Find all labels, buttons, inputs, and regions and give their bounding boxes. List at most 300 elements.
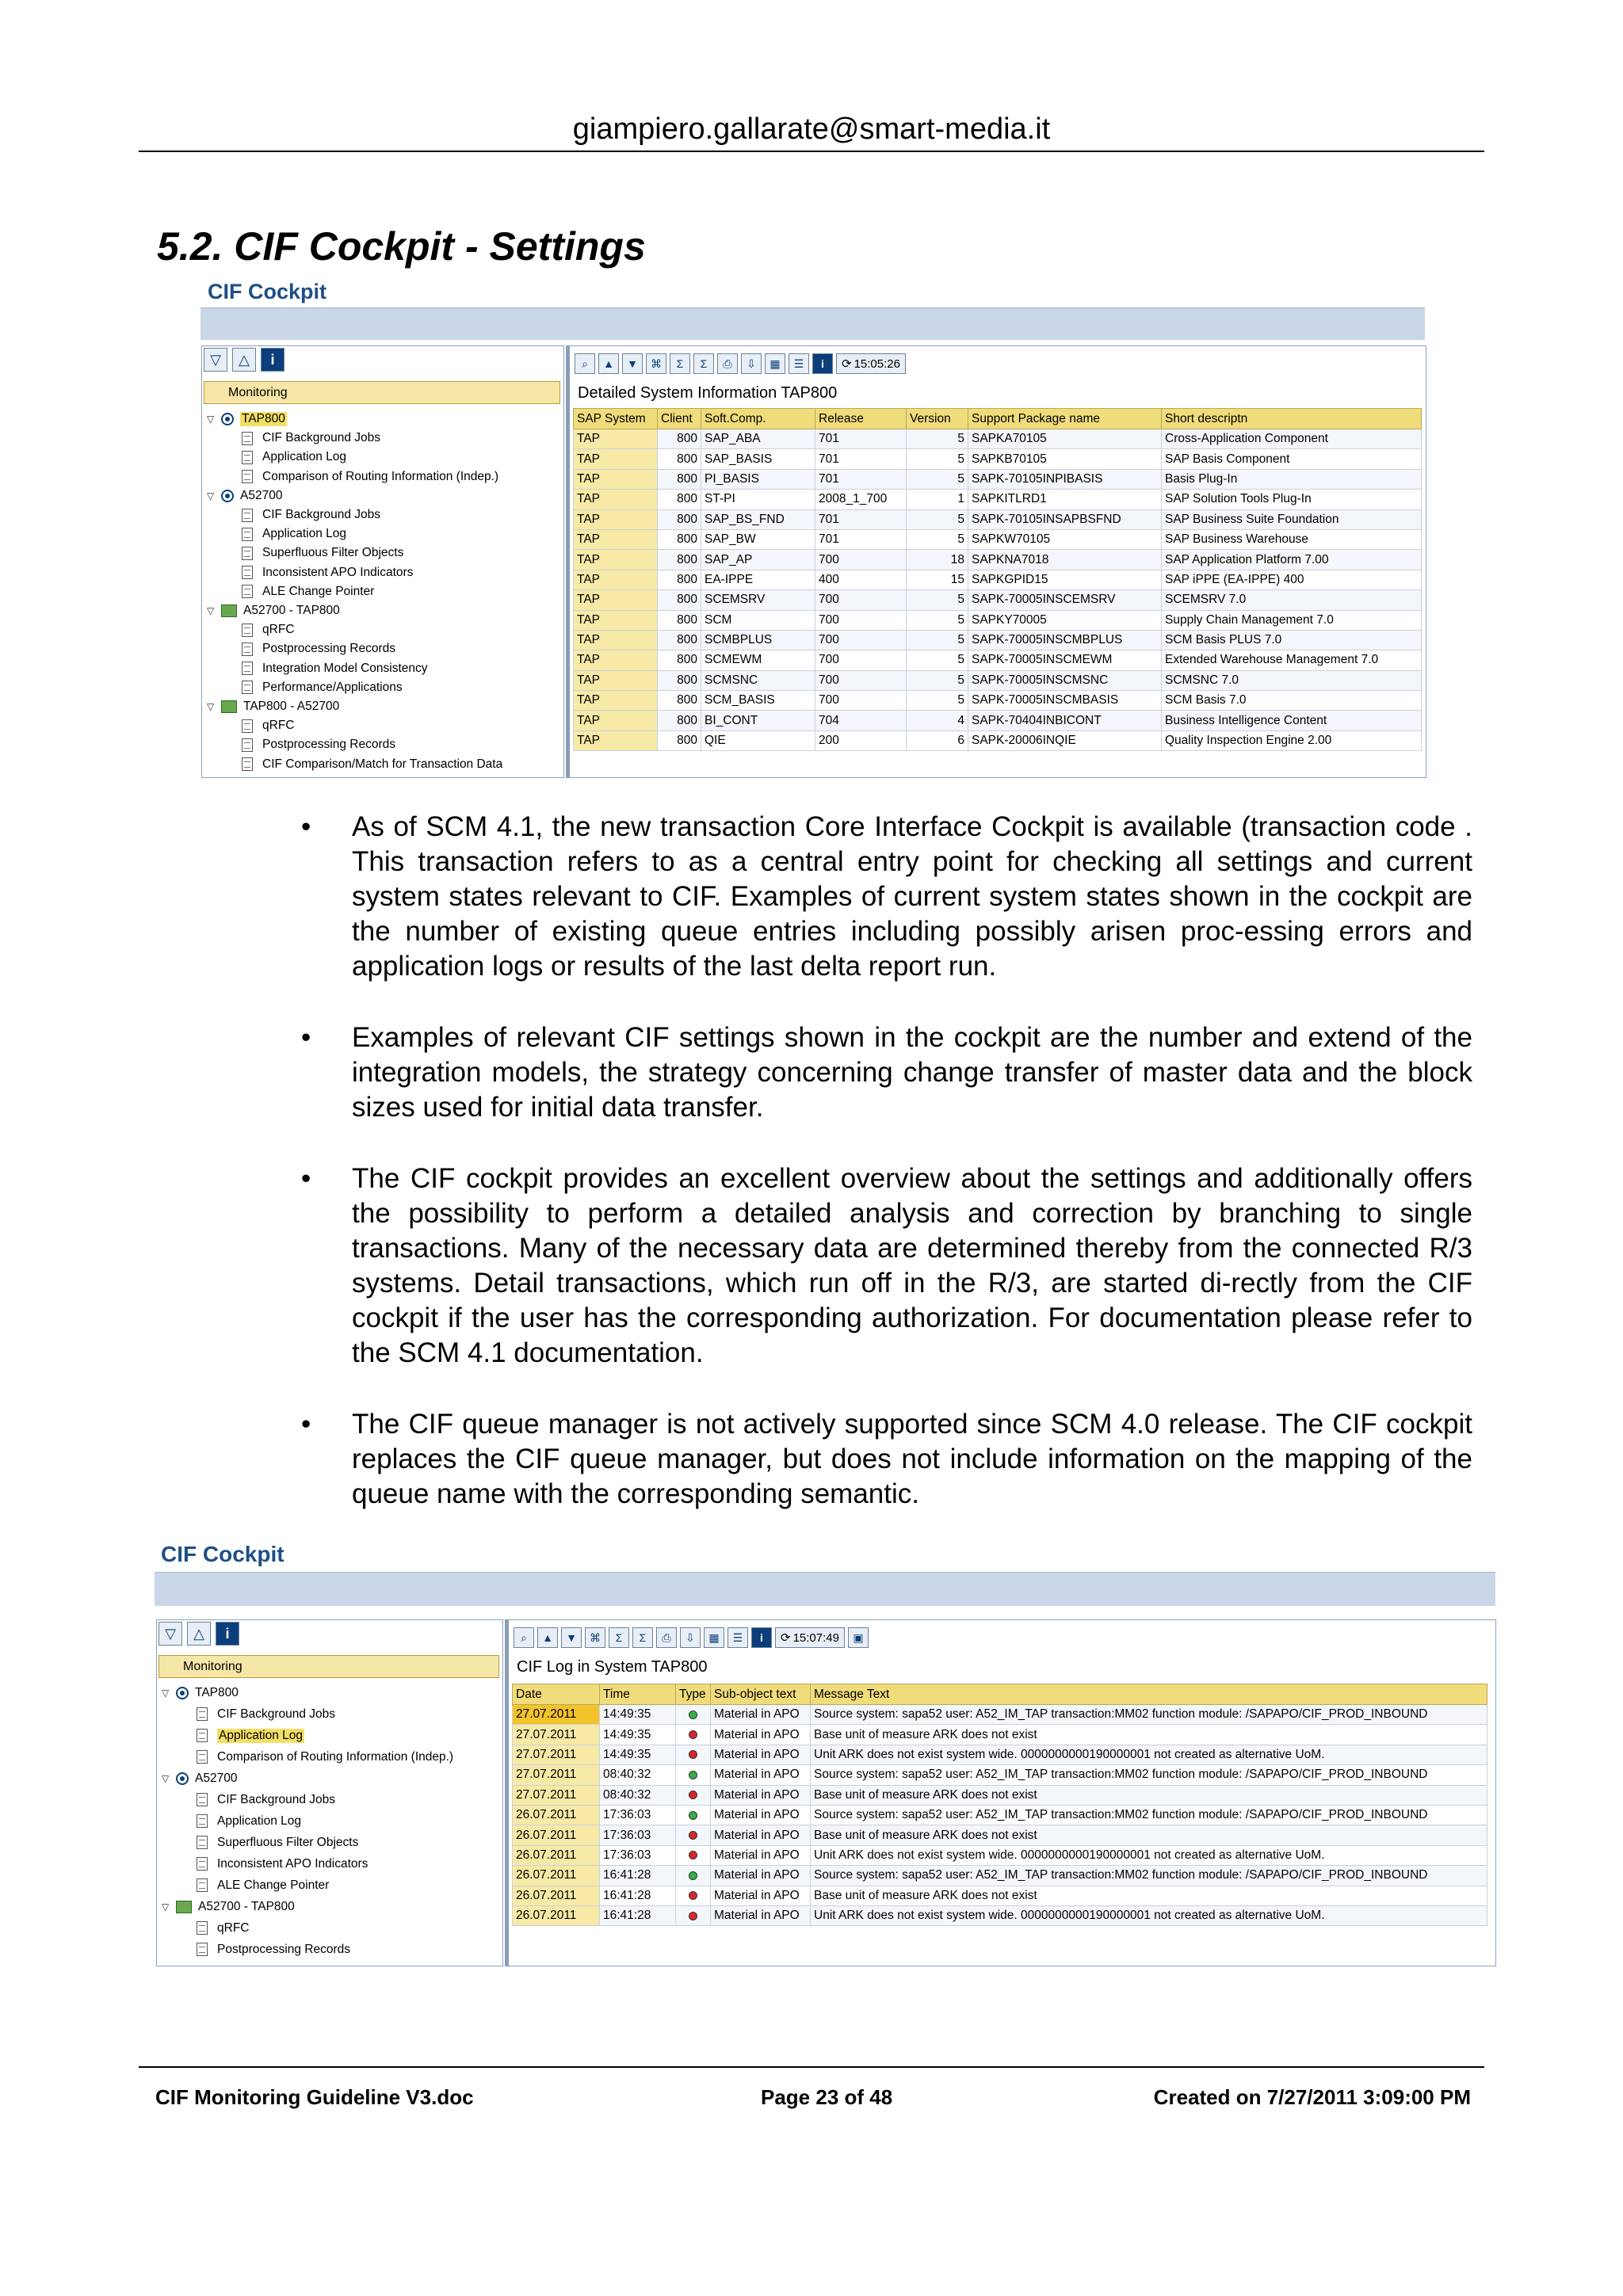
table-cell: QIE <box>701 730 815 750</box>
column-header[interactable]: Date <box>513 1684 600 1705</box>
table-cell: SAPKY70005 <box>968 610 1162 630</box>
table-cell: Material in APO <box>711 1845 811 1865</box>
red-status-light-icon <box>689 1912 697 1920</box>
table-cell: Quality Inspection Engine 2.00 <box>1162 730 1422 750</box>
table-cell: Base unit of measure ARK does not exist <box>811 1725 1487 1745</box>
table-row[interactable] <box>513 1825 1487 1845</box>
table-cell: Material in APO <box>711 1905 811 1925</box>
tree-node-label: Superfluous Filter Objects <box>262 546 404 560</box>
table-cell: 16:41:28 <box>600 1866 676 1886</box>
table-cell: SAP_ABA <box>701 429 815 449</box>
table-cell: 27.07.2011 <box>513 1745 600 1764</box>
bullet-marker: • <box>301 1163 311 1194</box>
table-cell: 26.07.2011 <box>513 1905 600 1925</box>
table-cell: 5 <box>907 610 968 630</box>
table-row[interactable] <box>513 1725 1487 1745</box>
table-cell: 800 <box>658 509 701 529</box>
table-cell: 18 <box>907 550 968 570</box>
table-cell: SAPK-70005INSCMSNC <box>968 670 1162 690</box>
tree-node[interactable] <box>197 1725 304 1746</box>
system-node-icon <box>221 490 234 502</box>
table-cell: 800 <box>658 670 701 690</box>
refresh-time-button[interactable] <box>775 1627 845 1648</box>
save-icon[interactable]: ▣ <box>848 1627 869 1648</box>
table-row[interactable] <box>574 490 1422 509</box>
cif-log-table <box>512 1684 1487 1926</box>
table-cell: 2008_1_700 <box>815 490 907 509</box>
tree-node[interactable] <box>242 716 294 735</box>
tree-node-label: CIF Background Jobs <box>262 431 381 445</box>
tree-node-label: qRFC <box>262 623 295 637</box>
column-header[interactable]: Short descriptn <box>1162 409 1422 429</box>
tree-node[interactable] <box>242 543 403 563</box>
expand-icon[interactable]: ▽ <box>204 348 227 372</box>
table-cell: SAPKGPID15 <box>968 570 1162 589</box>
status-light-cell <box>676 1785 711 1805</box>
table-cell: SCM <box>701 610 815 630</box>
table-cell: TAP <box>574 529 658 549</box>
table-cell: 14:49:35 <box>600 1745 676 1764</box>
red-status-light-icon <box>689 1851 697 1859</box>
table-cell: 17:36:03 <box>600 1825 676 1845</box>
table-cell: Cross-Application Component <box>1162 429 1422 449</box>
table-cell: 14:49:35 <box>600 1705 676 1725</box>
header-email: giampiero.gallarate@smart-media.it <box>572 113 1051 146</box>
column-header[interactable]: SAP System <box>574 409 658 429</box>
table-cell: Base unit of measure ARK does not exist <box>811 1886 1487 1905</box>
red-status-light-icon <box>689 1891 697 1900</box>
document-icon <box>242 470 253 483</box>
table-row[interactable] <box>574 670 1422 690</box>
bullet-text: The CIF cockpit provides an excellent overview about the settings and additionally offers the possibility to perform a detailed analysis and correction by branching to single transactions. Many of the necessary data are determined thereby from the connected R/3 systems. Detail transactions, which run off in the R/3, are started di-rectly from the CIF cockpit if the user has the corresponding authorization. For documentation please refer to the SCM 4.1 documentation. <box>352 1163 1472 1368</box>
integration-link-icon <box>221 605 237 617</box>
print-icon[interactable]: ⎙ <box>656 1627 677 1648</box>
table-cell: 800 <box>658 550 701 570</box>
table-row[interactable] <box>513 1745 1487 1764</box>
tree-node[interactable] <box>242 563 413 582</box>
status-light-cell <box>676 1845 711 1865</box>
table-cell: Unit ARK does not exist system wide. 0000000000190000001 not created as alternative UoM. <box>811 1845 1487 1865</box>
table-cell: SAPKA70105 <box>968 429 1162 449</box>
table-cell: 701 <box>815 529 907 549</box>
tree-node[interactable] <box>162 1682 239 1703</box>
table-cell: Material in APO <box>711 1725 811 1745</box>
table-cell: SCM_BASIS <box>701 691 815 711</box>
tree-node[interactable] <box>242 659 428 678</box>
table-cell: 14:49:35 <box>600 1725 676 1745</box>
table-row[interactable] <box>513 1886 1487 1905</box>
tree-node[interactable] <box>207 410 287 429</box>
table-cell: 800 <box>658 449 701 469</box>
green-status-light-icon <box>689 1771 697 1779</box>
tree-node[interactable] <box>197 1746 453 1768</box>
table-cell: Source system: sapa52 user: A52_IM_TAP transaction:MM02 function module: /SAPAPO/CIF_PROD_INBOUND <box>811 1705 1487 1725</box>
tree-node-label: CIF Background Jobs <box>217 1707 336 1721</box>
tree-node-label: Application Log <box>217 1814 301 1828</box>
tree-node[interactable] <box>197 1703 335 1725</box>
table-cell: SAP_AP <box>701 550 815 570</box>
status-light-cell <box>676 1745 711 1764</box>
tree-node-label: CIF Background Jobs <box>262 508 381 522</box>
table-row[interactable] <box>574 610 1422 630</box>
document-icon <box>197 1750 208 1764</box>
tree-header: Monitoring <box>158 1655 499 1678</box>
document-icon <box>242 528 253 541</box>
document-icon <box>197 1729 208 1742</box>
bullet-item <box>301 1407 1472 1512</box>
filter-icon[interactable]: ▼ <box>561 1627 582 1648</box>
tree-node[interactable] <box>242 582 374 601</box>
tree-toolbar <box>204 348 285 375</box>
sort-asc-icon[interactable]: ▲ <box>537 1627 558 1648</box>
table-cell: Material in APO <box>711 1866 811 1886</box>
refresh-time-button[interactable] <box>836 353 906 374</box>
tree-node[interactable] <box>197 1875 329 1896</box>
collapse-icon[interactable]: △ <box>232 348 256 372</box>
table-row[interactable] <box>574 550 1422 570</box>
table-cell: 704 <box>815 711 907 730</box>
bullet-text: Examples of relevant CIF settings shown in the cockpit are the number and extend of the integration models, the strategy concerning change transfer of master data and the block sizes used for initial data transfer. <box>352 1022 1472 1123</box>
document-icon <box>197 1793 208 1806</box>
status-light-cell <box>676 1825 711 1845</box>
refresh-icon: ⟳ <box>842 357 852 371</box>
expand-triangle-icon[interactable]: ▽ <box>207 490 215 502</box>
table-row[interactable] <box>574 449 1422 469</box>
document-icon <box>242 432 253 445</box>
green-status-light-icon <box>689 1811 697 1820</box>
expand-triangle-icon[interactable]: ▽ <box>162 1687 170 1699</box>
tree-node-label: TAP800 - A52700 <box>243 700 340 714</box>
find-icon[interactable]: ⌘ <box>646 353 666 374</box>
document-icon <box>242 662 253 675</box>
document-icon <box>242 643 253 656</box>
tree-node[interactable] <box>197 1853 368 1875</box>
table-cell: 5 <box>907 529 968 549</box>
tree-node-label: Integration Model Consistency <box>262 661 428 675</box>
expand-triangle-icon[interactable]: ▽ <box>207 605 215 617</box>
subtotal-icon[interactable]: Σ <box>632 1627 653 1648</box>
info-icon[interactable]: i <box>751 1627 772 1648</box>
status-light-cell <box>676 1705 711 1725</box>
document-icon <box>242 624 253 637</box>
table-cell: Material in APO <box>711 1745 811 1764</box>
tree-node-label: CIF Background Jobs <box>217 1792 336 1806</box>
find-icon[interactable]: ⌘ <box>585 1627 605 1648</box>
details-icon[interactable]: ⌕ <box>514 1627 534 1648</box>
tree-node[interactable] <box>162 1768 237 1789</box>
tree-node[interactable] <box>197 1917 249 1939</box>
tree-node-label: A52700 - TAP800 <box>243 604 340 618</box>
table-cell: SCMSNC 7.0 <box>1162 670 1422 690</box>
table-cell: 27.07.2011 <box>513 1725 600 1745</box>
grid-toolbar <box>575 351 906 376</box>
layout-icon[interactable]: ☰ <box>727 1627 748 1648</box>
table-cell: TAP <box>574 650 658 670</box>
table-cell: Material in APO <box>711 1805 811 1825</box>
title-band <box>200 307 1425 340</box>
tree-node-label: Postprocessing Records <box>217 1942 350 1956</box>
table-row[interactable] <box>574 630 1422 650</box>
section-title: 5.2. CIF Cockpit - Settings <box>157 224 646 269</box>
table-cell: 800 <box>658 529 701 549</box>
tree-node[interactable] <box>197 1939 350 1960</box>
table-row[interactable] <box>574 429 1422 449</box>
tree-node[interactable] <box>197 1789 335 1810</box>
table-cell: BI_CONT <box>701 711 815 730</box>
export-icon[interactable]: ⇩ <box>741 353 762 374</box>
table-cell: TAP <box>574 610 658 630</box>
table-row[interactable] <box>513 1765 1487 1785</box>
details-icon[interactable]: ⌕ <box>575 353 595 374</box>
red-status-light-icon <box>689 1730 697 1739</box>
document-icon <box>197 1878 208 1892</box>
red-status-light-icon <box>689 1831 697 1840</box>
footer-page-number: Page 23 of 48 <box>761 2085 893 2109</box>
expand-icon[interactable]: ▽ <box>158 1622 182 1646</box>
table-row[interactable] <box>513 1866 1487 1886</box>
table-cell: SAPK-70105INSAPBSFND <box>968 509 1162 529</box>
tree-node-label: qRFC <box>262 719 295 733</box>
column-header[interactable]: Sub-object text <box>711 1684 811 1705</box>
footer-divider <box>139 2066 1484 2068</box>
sort-asc-icon[interactable]: ▲ <box>598 353 619 374</box>
table-cell: SAPK-70005INSCMBPLUS <box>968 630 1162 650</box>
column-header[interactable]: Client <box>658 409 701 429</box>
bullet-text: The CIF queue manager is not actively supported since SCM 4.0 release. The CIF cockpit replaces the CIF queue manager, but does not include information on the mapping of the queue name with the corresponding semantic. <box>352 1409 1472 1509</box>
table-row[interactable] <box>574 650 1422 670</box>
table-cell: SAPKW70105 <box>968 529 1162 549</box>
table-cell: SCM Basis 7.0 <box>1162 691 1422 711</box>
table-cell: Material in APO <box>711 1886 811 1905</box>
table-cell: SAP Solution Tools Plug-In <box>1162 490 1422 509</box>
tree-node-label: Performance/Applications <box>262 680 403 694</box>
tree-node-label: Application Log <box>262 450 346 464</box>
table-cell: 5 <box>907 449 968 469</box>
document-icon <box>197 1707 208 1721</box>
table-cell: Source system: sapa52 user: A52_IM_TAP transaction:MM02 function module: /SAPAPO/CIF_PROD_INBOUND <box>811 1805 1487 1825</box>
info-icon[interactable]: i <box>261 348 285 372</box>
tree-node[interactable] <box>242 505 380 524</box>
tree-node[interactable] <box>242 467 498 486</box>
sum-icon[interactable]: Σ <box>609 1627 629 1648</box>
table-cell: Material in APO <box>711 1785 811 1805</box>
table-cell: SCM Basis PLUS 7.0 <box>1162 630 1422 650</box>
table-row[interactable] <box>574 529 1422 549</box>
column-header[interactable]: Version <box>907 409 968 429</box>
footer-doc-name: CIF Monitoring Guideline V3.doc <box>155 2085 474 2109</box>
document-icon <box>242 738 253 752</box>
table-cell: Unit ARK does not exist system wide. 0000000000190000001 not created as alternative UoM. <box>811 1745 1487 1764</box>
tree-node-label: Inconsistent APO Indicators <box>262 565 414 579</box>
tree-node-label: Postprocessing Records <box>262 738 395 752</box>
integration-link-icon <box>221 700 237 713</box>
print-icon[interactable]: ⎙ <box>717 353 738 374</box>
document-icon <box>242 585 253 598</box>
table-cell: TAP <box>574 691 658 711</box>
tree-node[interactable] <box>242 735 395 754</box>
table-cell: 800 <box>658 610 701 630</box>
filter-icon[interactable]: ▼ <box>622 353 643 374</box>
column-header[interactable]: Time <box>600 1684 676 1705</box>
table-row[interactable] <box>574 469 1422 489</box>
table-cell: 700 <box>815 610 907 630</box>
expand-triangle-icon[interactable]: ▽ <box>207 701 215 713</box>
expand-triangle-icon[interactable]: ▽ <box>207 414 215 425</box>
table-cell: TAP <box>574 429 658 449</box>
bullet-item <box>301 810 1472 984</box>
document-icon <box>242 451 253 464</box>
system-node-icon <box>221 413 234 425</box>
table-row[interactable] <box>574 570 1422 589</box>
document-icon <box>242 681 253 694</box>
table-cell: TAP <box>574 711 658 730</box>
grid-toolbar <box>514 1625 869 1650</box>
column-header[interactable]: Soft.Comp. <box>701 409 815 429</box>
table-cell: Extended Warehouse Management 7.0 <box>1162 650 1422 670</box>
table-row[interactable] <box>513 1905 1487 1925</box>
table-row[interactable] <box>513 1845 1487 1865</box>
tree-node[interactable] <box>207 601 340 620</box>
table-cell: Supply Chain Management 7.0 <box>1162 610 1422 630</box>
spreadsheet-icon[interactable]: ▦ <box>704 1627 724 1648</box>
table-cell: Base unit of measure ARK does not exist <box>811 1825 1487 1845</box>
table-cell: 700 <box>815 670 907 690</box>
document-icon <box>197 1814 208 1828</box>
table-cell: SAP iPPE (EA-IPPE) 400 <box>1162 570 1422 589</box>
tree-node[interactable] <box>242 448 346 467</box>
table-cell: SAP_BASIS <box>701 449 815 469</box>
tree-node[interactable] <box>207 697 339 716</box>
table-row[interactable] <box>574 590 1422 610</box>
table-cell: 26.07.2011 <box>513 1886 600 1905</box>
collapse-icon[interactable]: △ <box>187 1622 211 1646</box>
table-cell: Basis Plug-In <box>1162 469 1422 489</box>
tree-node[interactable] <box>242 639 395 658</box>
system-info-table <box>573 408 1422 751</box>
document-icon <box>242 566 253 579</box>
table-cell: TAP <box>574 469 658 489</box>
table-cell: SCMEWM <box>701 650 815 670</box>
detail-grid-pane <box>566 345 1426 778</box>
column-header[interactable]: Support Package name <box>968 409 1162 429</box>
table-cell: TAP <box>574 449 658 469</box>
table-cell: 15 <box>907 570 968 589</box>
column-header[interactable]: Release <box>815 409 907 429</box>
layout-icon[interactable]: ☰ <box>789 353 809 374</box>
title-band <box>155 1572 1495 1606</box>
tree-node[interactable] <box>162 1896 295 1917</box>
monitoring-tree <box>156 1619 503 1966</box>
table-cell: 800 <box>658 650 701 670</box>
tree-node-label: Comparison of Routing Information (Indep.) <box>217 1749 454 1764</box>
cif-cockpit-screenshot-2 <box>155 1537 1495 1965</box>
export-icon[interactable]: ⇩ <box>680 1627 701 1648</box>
table-cell: Source system: sapa52 user: A52_IM_TAP transaction:MM02 function module: /SAPAPO/CIF_PROD_INBOUND <box>811 1765 1487 1785</box>
table-cell: 200 <box>815 730 907 750</box>
table-cell: SAP Business Suite Foundation <box>1162 509 1422 529</box>
tree-header: Monitoring <box>204 381 560 404</box>
table-cell: 08:40:32 <box>600 1785 676 1805</box>
tree-node-label: Comparison of Routing Information (Indep.) <box>262 469 499 483</box>
tree-node[interactable] <box>242 620 294 639</box>
table-cell: 800 <box>658 711 701 730</box>
tree-node[interactable] <box>242 755 502 774</box>
table-cell: 17:36:03 <box>600 1805 676 1825</box>
grid-caption: CIF Log in System TAP800 <box>517 1658 708 1676</box>
table-cell: 800 <box>658 429 701 449</box>
table-cell: SAP Basis Component <box>1162 449 1422 469</box>
info-icon[interactable]: i <box>812 353 833 374</box>
document-icon <box>242 757 253 771</box>
sum-icon[interactable]: Σ <box>670 353 690 374</box>
column-header[interactable]: Type <box>676 1684 711 1705</box>
table-cell: 1 <box>907 490 968 509</box>
expand-triangle-icon[interactable]: ▽ <box>162 1772 170 1784</box>
table-row[interactable] <box>574 509 1422 529</box>
tree-node-label: ALE Change Pointer <box>262 584 375 598</box>
table-cell: Source system: sapa52 user: A52_IM_TAP transaction:MM02 function module: /SAPAPO/CIF_PROD_INBOUND <box>811 1866 1487 1886</box>
document-icon <box>242 547 253 560</box>
table-cell: 700 <box>815 630 907 650</box>
table-cell: 26.07.2011 <box>513 1845 600 1865</box>
table-cell: SCMSNC <box>701 670 815 690</box>
bullet-text: As of SCM 4.1, the new transaction Core Interface Cockpit is available (transaction code . This transaction refers to as a central entry point for checking all settings and current system states relevant to CIF. Examples of current system states shown in the cockpit are the number of existing queue entries including possibly arisen proc-essing errors and application logs or results of the last delta report run. <box>352 811 1472 982</box>
table-cell: Material in APO <box>711 1825 811 1845</box>
expand-triangle-icon[interactable]: ▽ <box>162 1901 170 1913</box>
table-row[interactable] <box>513 1705 1487 1725</box>
document-icon <box>197 1836 208 1849</box>
status-light-cell <box>676 1905 711 1925</box>
tree-node-label: A52700 <box>195 1771 238 1785</box>
table-cell: ST-PI <box>701 490 815 509</box>
tree-node[interactable] <box>197 1810 301 1832</box>
table-cell: SAPK-20006INQIE <box>968 730 1162 750</box>
table-cell: SAP Business Warehouse <box>1162 529 1422 549</box>
info-icon[interactable]: i <box>216 1622 239 1646</box>
system-node-icon <box>176 1687 189 1699</box>
spreadsheet-icon[interactable]: ▦ <box>765 353 785 374</box>
table-cell: SAPK-70005INSCMEWM <box>968 650 1162 670</box>
subtotal-icon[interactable]: Σ <box>693 353 714 374</box>
table-cell: Material in APO <box>711 1705 811 1725</box>
column-header[interactable]: Message Text <box>811 1684 1487 1705</box>
tree-node[interactable] <box>242 678 403 697</box>
tree-node[interactable] <box>197 1832 358 1853</box>
bullet-item <box>301 1020 1472 1125</box>
tree-node[interactable] <box>207 486 282 505</box>
tree-node-label: A52700 <box>240 488 283 502</box>
tree-node[interactable] <box>242 429 380 448</box>
table-row[interactable] <box>574 730 1422 750</box>
table-row[interactable] <box>513 1785 1487 1805</box>
table-row[interactable] <box>513 1805 1487 1825</box>
table-cell: SAP_BS_FND <box>701 509 815 529</box>
table-cell: 701 <box>815 469 907 489</box>
tree-node-label: Postprocessing Records <box>262 642 395 656</box>
table-cell: 26.07.2011 <box>513 1825 600 1845</box>
status-light-cell <box>676 1886 711 1905</box>
tree-node[interactable] <box>242 524 346 543</box>
table-cell: TAP <box>574 550 658 570</box>
tree-node-label: TAP800 <box>195 1685 239 1699</box>
table-cell: 08:40:32 <box>600 1765 676 1785</box>
table-row[interactable] <box>574 691 1422 711</box>
tree-node-label: CIF Comparison/Match for Transaction Data <box>262 757 503 771</box>
table-row[interactable] <box>574 711 1422 730</box>
status-light-cell <box>676 1765 711 1785</box>
table-cell: 16:41:28 <box>600 1886 676 1905</box>
tree-node-label: Inconsistent APO Indicators <box>217 1856 369 1871</box>
